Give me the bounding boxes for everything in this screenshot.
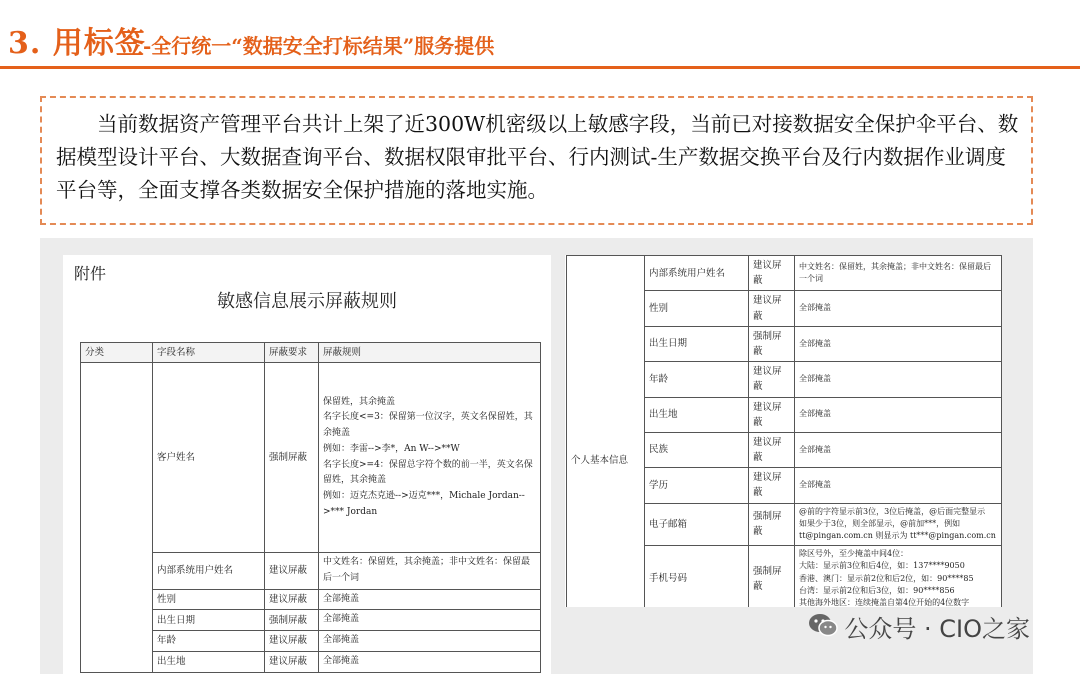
category-cell: [81, 363, 153, 673]
mask-rule-cell: 全部掩盖: [319, 589, 541, 610]
masking-rules-table-left: [80, 342, 541, 673]
mask-rule-cell: @前的字符显示前3位，3位后掩盖，@后面完整显示 如果少于3位，则全部显示，@前加***，例如tt@pingan.com.cn 则显示为 tt***@pingan.com.cn: [795, 503, 1002, 545]
document-title: 敏感信息展示屏蔽规则: [217, 291, 397, 312]
mask-rule-cell: 保留姓，其余掩盖 名字长度<=3：保留第一位汉字，英文名保留姓，其余掩盖 例如：李雷-->李*，An W-->**W 名字长度>=4：保留总字符个数的前一半，英文名保留姓，其余掩盖 例如：迈克杰克逊-->迈克***，Michale Jordan-->*** Jordan: [319, 363, 541, 553]
field-name-cell: 民族: [645, 432, 749, 467]
field-name-cell: 性别: [153, 589, 265, 610]
category-cell: 个人基本信息: [567, 256, 645, 608]
document-page-right: [565, 255, 1002, 607]
field-name-cell: 客户姓名: [153, 363, 265, 553]
mask-requirement-cell: 建议屏蔽: [749, 362, 795, 397]
field-name-cell: 内部系统用户姓名: [153, 553, 265, 590]
mask-requirement-cell: 建议屏蔽: [749, 397, 795, 432]
summary-text: 当前数据资产管理平台共计上架了近300W机密级以上敏感字段，当前已对接数据安全保护伞平台、数据模型设计平台、大数据查询平台、数据权限审批平台、行内测试-生产数据交换平台及行内数据作业调度平台等，全面支撑各类数据安全保护措施的落地实施。: [56, 112, 1019, 202]
mask-rule-cell: 中文姓名：保留姓，其余掩盖；非中文姓名：保留最后一个词: [795, 256, 1002, 291]
header-mask-requirement: 屏蔽要求: [265, 343, 319, 363]
mask-requirement-cell: 强制屏蔽: [265, 363, 319, 553]
watermark: [808, 609, 1030, 644]
mask-requirement-cell: 强制屏蔽: [265, 610, 319, 631]
mask-rule-cell: 全部掩盖: [319, 651, 541, 672]
wechat-icon: [808, 612, 838, 642]
field-name-cell: 出生地: [153, 651, 265, 672]
field-name-cell: 手机号码: [645, 545, 749, 607]
mask-rule-cell: 全部掩盖: [319, 631, 541, 652]
field-name-cell: 年龄: [153, 631, 265, 652]
table-row: [567, 256, 1002, 291]
mask-requirement-cell: 建议屏蔽: [749, 256, 795, 291]
mask-requirement-cell: 建议屏蔽: [265, 589, 319, 610]
slide-subtitle: -全行统一“数据安全打标结果”服务提供: [143, 34, 495, 58]
mask-requirement-cell: 建议屏蔽: [749, 291, 795, 326]
mask-requirement-cell: 建议屏蔽: [749, 432, 795, 467]
mask-requirement-cell: 建议屏蔽: [265, 553, 319, 590]
mask-requirement-cell: 强制屏蔽: [749, 545, 795, 607]
mask-rule-cell: 全部掩盖: [319, 610, 541, 631]
field-name-cell: 性别: [645, 291, 749, 326]
field-name-cell: 出生日期: [645, 326, 749, 361]
mask-rule-cell: 全部掩盖: [795, 291, 1002, 326]
field-name-cell: 年龄: [645, 362, 749, 397]
mask-rule-cell: 全部掩盖: [795, 432, 1002, 467]
field-name-cell: 电子邮箱: [645, 503, 749, 545]
table-header-row: [81, 343, 541, 363]
masking-rules-table-right: [566, 255, 1002, 607]
attachment-label: 附件: [74, 264, 107, 283]
mask-requirement-cell: 建议屏蔽: [749, 468, 795, 503]
header-field-name: 字段名称: [153, 343, 265, 363]
field-name-cell: 学历: [645, 468, 749, 503]
watermark-text: 公众号 · CIO之家: [844, 615, 1030, 643]
header-mask-rule: 屏蔽规则: [319, 343, 541, 363]
mask-requirement-cell: 建议屏蔽: [265, 631, 319, 652]
slide-title: 3. 用标签: [8, 26, 146, 61]
mask-rule-cell: 除区号外，至少掩盖中间4位： 大陆：显示前3位和后4位，如：137****9050 香港、澳门：显示前2位和后2位，如：90****85 台湾：显示前2位和后3位，如：90****856 其他海外地区：连续掩盖自第4位开始的4位数字: [795, 545, 1002, 607]
title-divider: [0, 66, 1080, 69]
header-category: 分类: [81, 343, 153, 363]
mask-rule-cell: 全部掩盖: [795, 468, 1002, 503]
mask-requirement-cell: 强制屏蔽: [749, 326, 795, 361]
summary-box: [40, 96, 1033, 225]
slide-header: [0, 0, 1080, 72]
mask-rule-cell: 全部掩盖: [795, 326, 1002, 361]
mask-rule-cell: 全部掩盖: [795, 397, 1002, 432]
field-name-cell: 出生日期: [153, 610, 265, 631]
table-row: [81, 363, 541, 553]
document-page-left: [63, 255, 551, 675]
field-name-cell: 出生地: [645, 397, 749, 432]
mask-rule-cell: 中文姓名：保留姓，其余掩盖；非中文姓名：保留最后一个词: [319, 553, 541, 590]
field-name-cell: 内部系统用户姓名: [645, 256, 749, 291]
mask-requirement-cell: 建议屏蔽: [265, 651, 319, 672]
mask-rule-cell: 全部掩盖: [795, 362, 1002, 397]
mask-requirement-cell: 强制屏蔽: [749, 503, 795, 545]
